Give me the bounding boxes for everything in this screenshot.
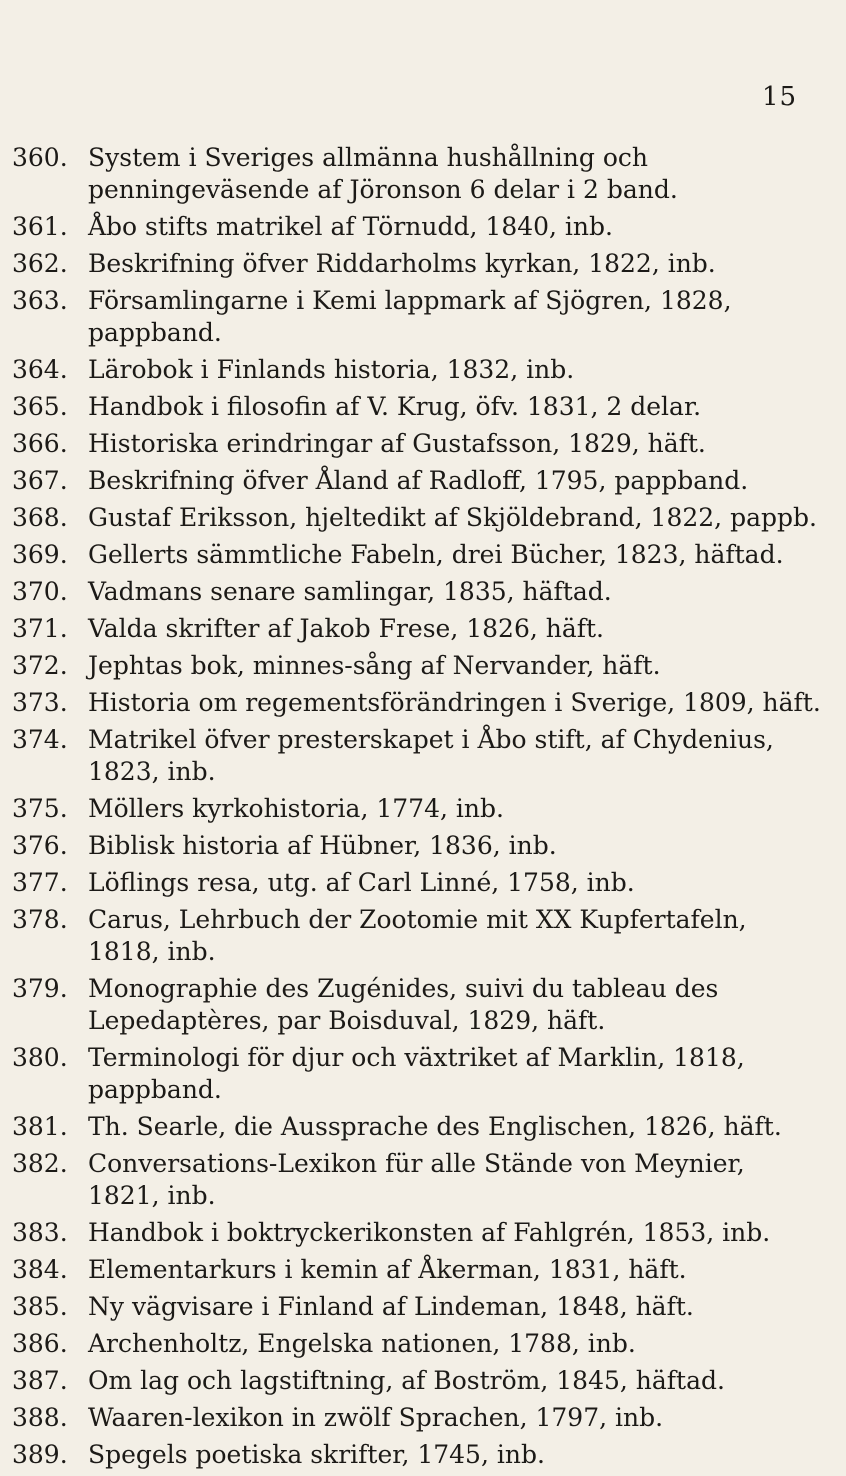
entry-text: Gustaf Eriksson, hjeltedikt af Skjöldebrand, 1822, pappb. — [88, 503, 817, 532]
catalog-entry — [12, 539, 822, 571]
entry-text: Om lag och lagstiftning, af Boström, 1845, häftad. — [88, 1366, 725, 1395]
catalog-entry — [12, 1402, 822, 1434]
catalog-entry — [12, 248, 822, 280]
catalog-entry — [12, 576, 822, 608]
entry-number: 361. — [12, 212, 68, 241]
entry-text: Åbo stifts matrikel af Törnudd, 1840, inb. — [88, 212, 613, 241]
entry-number: 385. — [12, 1292, 68, 1321]
entry-text: Biblisk historia af Hübner, 1836, inb. — [88, 831, 557, 860]
entry-text: Beskrifning öfver Åland af Radloff, 1795, pappband. — [88, 466, 749, 495]
entry-number: 374. — [12, 725, 68, 754]
entry-text: Jephtas bok, minnes-sång af Nervander, häft. — [88, 651, 661, 680]
entry-number: 367. — [12, 466, 68, 495]
entry-text: Th. Searle, die Aussprache des Englischen, 1826, häft. — [88, 1112, 782, 1141]
entry-text: Carus, Lehrbuch der Zootomie mit XX Kupfertafeln, 1818, inb. — [88, 905, 747, 966]
catalog-entry — [12, 1254, 822, 1286]
entry-number: 378. — [12, 905, 68, 934]
entry-number: 362. — [12, 249, 68, 278]
entry-number: 376. — [12, 831, 68, 860]
entry-number: 379. — [12, 974, 68, 1003]
entry-text: Conversations-Lexikon für alle Stände von Meynier, 1821, inb. — [88, 1149, 745, 1210]
entry-text: Ny vägvisare i Finland af Lindeman, 1848, häft. — [88, 1292, 694, 1321]
entry-text: Historia om regementsförändringen i Sverige, 1809, häft. — [88, 688, 821, 717]
entry-number: 373. — [12, 688, 68, 717]
entry-number: 381. — [12, 1112, 68, 1141]
catalog-entry — [12, 354, 822, 386]
catalog-entry — [12, 211, 822, 243]
entry-text: System i Sveriges allmänna hushållning och penningeväsende af Jöronson 6 delar i 2 band. — [88, 143, 678, 204]
entry-text: Löflings resa, utg. af Carl Linné, 1758, inb. — [88, 868, 635, 897]
page-number: 15 — [762, 82, 798, 112]
entry-number: 377. — [12, 868, 68, 897]
catalog-entry — [12, 867, 822, 899]
catalog-entry — [12, 793, 822, 825]
catalog-entry — [12, 1439, 822, 1471]
entry-number: 384. — [12, 1255, 68, 1284]
entry-number: 364. — [12, 355, 68, 384]
entry-number: 368. — [12, 503, 68, 532]
entry-text: Vadmans senare samlingar, 1835, häftad. — [88, 577, 612, 606]
catalog-entry — [12, 613, 822, 645]
entry-text: Historiska erindringar af Gustafsson, 1829, häft. — [88, 429, 706, 458]
entry-text: Församlingarne i Kemi lappmark af Sjögren, 1828, pappband. — [88, 286, 732, 347]
catalog-entry — [12, 1328, 822, 1360]
entry-number: 387. — [12, 1366, 68, 1395]
catalog-entry — [12, 687, 822, 719]
catalog-entry — [12, 285, 822, 349]
entry-number: 365. — [12, 392, 68, 421]
catalog-entry — [12, 650, 822, 682]
catalog-entry — [12, 1217, 822, 1249]
entry-number: 375. — [12, 794, 68, 823]
entry-number: 380. — [12, 1043, 68, 1072]
catalog-entry — [12, 391, 822, 423]
catalog-entry — [12, 1148, 822, 1212]
entry-number: 366. — [12, 429, 68, 458]
entry-number: 382. — [12, 1149, 68, 1178]
entry-text: Archenholtz, Engelska nationen, 1788, inb. — [88, 1329, 636, 1358]
entry-number: 386. — [12, 1329, 68, 1358]
entry-text: Terminologi för djur och växtriket af Marklin, 1818, pappband. — [88, 1043, 745, 1104]
entry-text: Lärobok i Finlands historia, 1832, inb. — [88, 355, 575, 384]
entry-number: 363. — [12, 286, 68, 315]
entry-text: Möllers kyrkohistoria, 1774, inb. — [88, 794, 504, 823]
catalog-entry — [12, 1042, 822, 1106]
entry-number: 370. — [12, 577, 68, 606]
catalog-list — [12, 142, 822, 1476]
entry-text: Valda skrifter af Jakob Frese, 1826, häft. — [88, 614, 604, 643]
catalog-entry — [12, 465, 822, 497]
entry-text: Elementarkurs i kemin af Åkerman, 1831, häft. — [88, 1255, 687, 1284]
entry-text: Spegels poetiska skrifter, 1745, inb. — [88, 1440, 545, 1469]
entry-number: 372. — [12, 651, 68, 680]
entry-text: Handbok i filosofin af V. Krug, öfv. 1831, 2 delar. — [88, 392, 702, 421]
entry-text: Matrikel öfver presterskapet i Åbo stift, af Chydenius, 1823, inb. — [88, 725, 774, 786]
catalog-entry — [12, 830, 822, 862]
catalog-entry — [12, 724, 822, 788]
catalog-entry — [12, 428, 822, 460]
catalog-entry — [12, 502, 822, 534]
entry-number: 388. — [12, 1403, 68, 1432]
entry-number: 369. — [12, 540, 68, 569]
entry-text: Beskrifning öfver Riddarholms kyrkan, 1822, inb. — [88, 249, 716, 278]
entry-number: 389. — [12, 1440, 68, 1469]
entry-text: Gellerts sämmtliche Fabeln, drei Bücher, 1823, häftad. — [88, 540, 784, 569]
entry-number: 383. — [12, 1218, 68, 1247]
catalog-entry — [12, 1365, 822, 1397]
catalog-entry — [12, 142, 822, 206]
entry-number: 360. — [12, 143, 68, 172]
entry-text: Waaren-lexikon in zwölf Sprachen, 1797, inb. — [88, 1403, 664, 1432]
entry-text: Handbok i boktryckerikonsten af Fahlgrén, 1853, inb. — [88, 1218, 771, 1247]
entry-text: Monographie des Zugénides, suivi du tableau des Lepedaptères, par Boisduval, 1829, häft. — [88, 974, 719, 1035]
entry-number: 371. — [12, 614, 68, 643]
catalog-entry — [12, 1291, 822, 1323]
catalog-entry — [12, 904, 822, 968]
catalog-entry — [12, 973, 822, 1037]
catalog-entry — [12, 1111, 822, 1143]
